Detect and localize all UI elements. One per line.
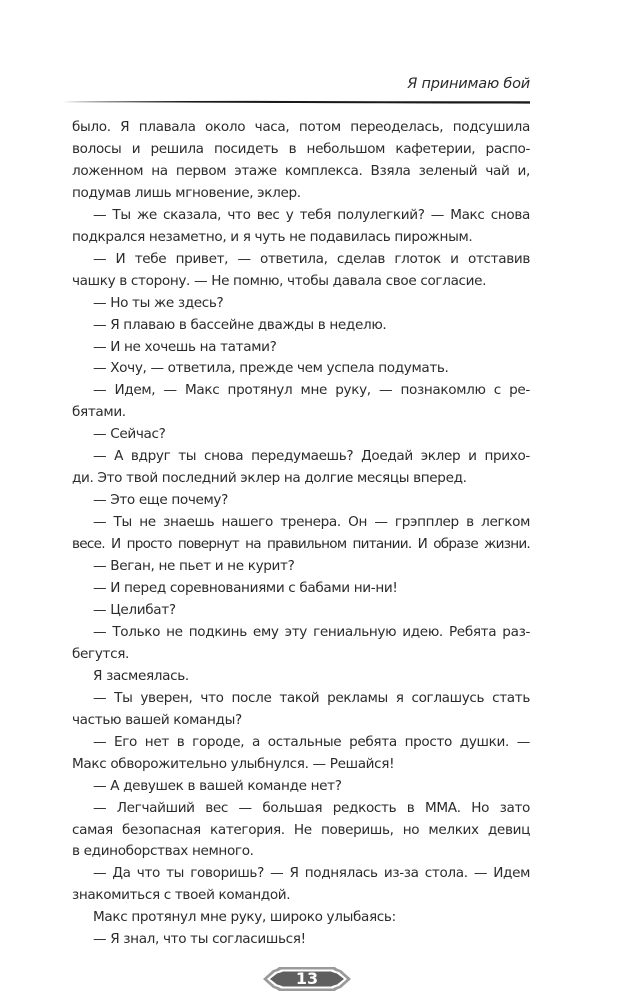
text-line: — Я знал, что ты согласишься! xyxy=(93,931,306,948)
text-line: — И перед соревнованиями с бабами ни-ни! xyxy=(93,580,398,597)
text-line: подкрался незаметно, и я чуть не подавилась пирожным. xyxy=(72,228,473,245)
text-line: — Да что ты говоришь? — Я поднялась из-за стола. — Идем xyxy=(93,865,530,882)
text-line: волосы и решила посидеть в небольшом кафетерии, распо- xyxy=(72,140,530,157)
text-line: — Легчайший вес — большая редкость в ММА. Но зато xyxy=(93,799,530,816)
text-line: — Я плаваю в бассейне дважды в неделю. xyxy=(93,316,387,333)
running-head: Я принимаю бой xyxy=(407,76,530,92)
text-line: — Сейчас? xyxy=(93,426,166,443)
text-line: ди. Это твой последний эклер на долгие месяцы вперед. xyxy=(72,470,467,487)
text-line: самая безопасная категория. Не поверишь, но мелких девиц xyxy=(72,821,530,838)
text-line: Я засмеялась. xyxy=(93,667,189,684)
text-line: — И тебе привет, — ответила, сделав глоток и отставив xyxy=(93,250,530,267)
text-line: подумав лишь мгновение, эклер. xyxy=(72,184,301,201)
text-line: Макс протянул мне руку, широко улыбаясь: xyxy=(93,909,396,926)
text-line: знакомиться с твоей командой. xyxy=(72,887,291,904)
page-number-badge xyxy=(257,965,357,993)
text-line: Макс обворожительно улыбнулся. — Решайся! xyxy=(72,755,395,772)
text-line: в единоборствах немного. xyxy=(72,843,254,860)
text-line: частью вашей команды? xyxy=(72,711,242,728)
text-line: — Но ты же здесь? xyxy=(93,294,224,311)
text-line: — Это еще почему? xyxy=(93,492,228,509)
text-line: — А девушек в вашей команде нет? xyxy=(93,777,342,794)
text-line: бятами. xyxy=(72,404,126,421)
text-line: весе. И просто повернут на правильном питании. И образе жизни. xyxy=(72,536,530,553)
text-line: — Только не подкинь ему эту гениальную идею. Ребята раз- xyxy=(93,623,530,640)
text-line: — Ты уверен, что после такой рекламы я соглашусь стать xyxy=(93,689,530,706)
text-line: было. Я плавала около часа, потом переоделась, подсушила xyxy=(72,119,530,135)
text-line: — Его нет в городе, а остальные ребята просто душки. — xyxy=(93,733,530,750)
page-number: 13 xyxy=(295,969,319,989)
text-line: ложенном на первом этаже комплекса. Взяла зеленый чай и, xyxy=(72,162,530,179)
text-line: — Веган, не пьет и не курит? xyxy=(93,558,295,575)
text-line: — И не хочешь на татами? xyxy=(93,338,277,355)
text-line: — Хочу, — ответила, прежде чем успела подумать. xyxy=(93,360,449,377)
body-text xyxy=(72,0,530,951)
text-line: — А вдруг ты снова передумаешь? Доедай эклер и прихо- xyxy=(93,448,530,465)
text-line: бегутся. xyxy=(72,645,130,662)
text-line: — Ты же сказала, что вес у тебя полулегкий? — Макс снова xyxy=(93,206,530,223)
text-line: — Ты не знаешь нашего тренера. Он — грэпплер в легком xyxy=(93,514,530,531)
text-line: — Идем, — Макс протянул мне руку, — познакомлю с ре- xyxy=(93,382,530,399)
text-line: — Целибат? xyxy=(93,601,176,618)
text-line: чашку в сторону. — Не помню, чтобы давала свое согласие. xyxy=(72,272,487,289)
